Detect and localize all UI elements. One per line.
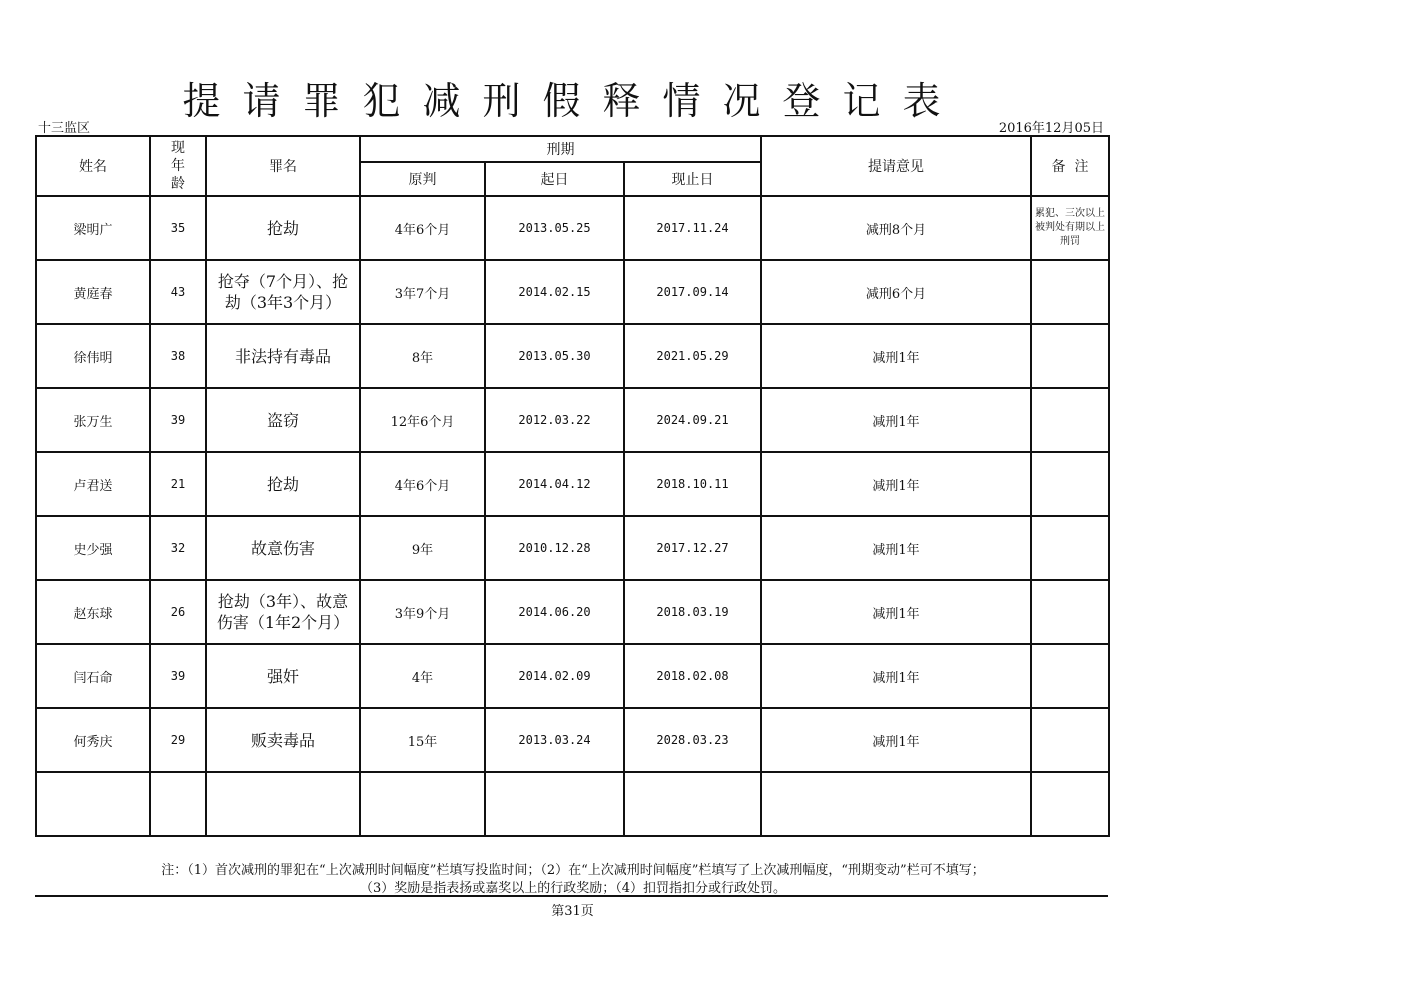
cell-name: 张万生	[36, 388, 150, 452]
footnote-line-2: （3）奖励是指表扬或嘉奖以上的行政奖励；（4）扣罚指扣分或行政处罚。	[359, 881, 787, 896]
table-row	[36, 196, 1109, 260]
table-body	[36, 196, 1109, 836]
cell-original: 4年6个月	[360, 196, 485, 260]
cell-remark	[1031, 708, 1109, 772]
cell-start: 2014.06.20	[485, 580, 624, 644]
cell-opinion: 减刑1年	[761, 324, 1031, 388]
cell-name: 梁明广	[36, 196, 150, 260]
cell-age: 26	[150, 580, 206, 644]
header-crime: 罪名	[206, 136, 360, 196]
table-row	[36, 324, 1109, 388]
table-row	[36, 260, 1109, 324]
cell-remark	[1031, 388, 1109, 452]
cell-end: 2021.05.29	[624, 324, 761, 388]
cell-end: 2018.10.11	[624, 452, 761, 516]
cell-remark	[1031, 260, 1109, 324]
cell-crime	[206, 772, 360, 836]
cell-original	[360, 772, 485, 836]
cell-age: 35	[150, 196, 206, 260]
cell-original: 4年	[360, 644, 485, 708]
cell-opinion: 减刑1年	[761, 708, 1031, 772]
header-name: 姓名	[36, 136, 150, 196]
cell-crime: 盗窃	[206, 388, 360, 452]
cell-end: 2028.03.23	[624, 708, 761, 772]
cell-age: 29	[150, 708, 206, 772]
cell-start: 2013.05.30	[485, 324, 624, 388]
document-title: 提请罪犯减刑假释情况登记表	[182, 79, 963, 123]
cell-start	[485, 772, 624, 836]
table-row	[36, 580, 1109, 644]
cell-start: 2010.12.28	[485, 516, 624, 580]
cell-opinion: 减刑6个月	[761, 260, 1031, 324]
registration-table	[35, 135, 1110, 837]
cell-opinion: 减刑8个月	[761, 196, 1031, 260]
cell-name: 赵东球	[36, 580, 150, 644]
cell-opinion: 减刑1年	[761, 580, 1031, 644]
prison-unit: 十三监区	[38, 121, 91, 136]
cell-original: 4年6个月	[360, 452, 485, 516]
cell-opinion: 减刑1年	[761, 388, 1031, 452]
cell-remark	[1031, 452, 1109, 516]
cell-start: 2014.02.15	[485, 260, 624, 324]
cell-name: 卢君送	[36, 452, 150, 516]
cell-original: 12年6个月	[360, 388, 485, 452]
cell-opinion: 减刑1年	[761, 516, 1031, 580]
cell-remark	[1031, 580, 1109, 644]
header-age-label: 现 年 龄	[171, 140, 185, 192]
header-start: 起日	[485, 162, 624, 196]
cell-start: 2014.04.12	[485, 452, 624, 516]
cell-opinion	[761, 772, 1031, 836]
cell-remark: 累犯、三次以上被判处有期以上刑罚	[1031, 196, 1109, 260]
header-term: 刑期	[360, 136, 761, 162]
cell-start: 2013.03.24	[485, 708, 624, 772]
cell-original: 3年9个月	[360, 580, 485, 644]
footnote	[38, 862, 1108, 898]
cell-name: 黄庭春	[36, 260, 150, 324]
cell-age: 32	[150, 516, 206, 580]
cell-original: 8年	[360, 324, 485, 388]
cell-original: 15年	[360, 708, 485, 772]
cell-end: 2017.12.27	[624, 516, 761, 580]
cell-age: 39	[150, 388, 206, 452]
cell-crime: 故意伤害	[206, 516, 360, 580]
table-row	[36, 516, 1109, 580]
footer-divider	[35, 895, 1108, 897]
cell-remark	[1031, 772, 1109, 836]
cell-name: 徐伟明	[36, 324, 150, 388]
cell-crime: 抢劫（3年）、故意伤害（1年2个月）	[206, 580, 360, 644]
cell-crime: 抢夺（7个月）、抢劫（3年3个月）	[206, 260, 360, 324]
cell-start: 2013.05.25	[485, 196, 624, 260]
table-row	[36, 708, 1109, 772]
cell-age: 39	[150, 644, 206, 708]
cell-age: 43	[150, 260, 206, 324]
table-row	[36, 772, 1109, 836]
cell-name: 闫石命	[36, 644, 150, 708]
cell-end: 2018.02.08	[624, 644, 761, 708]
cell-crime: 贩卖毒品	[206, 708, 360, 772]
cell-start: 2012.03.22	[485, 388, 624, 452]
cell-crime: 强奸	[206, 644, 360, 708]
cell-crime: 抢劫	[206, 452, 360, 516]
cell-crime: 抢劫	[206, 196, 360, 260]
cell-remark	[1031, 516, 1109, 580]
cell-opinion: 减刑1年	[761, 452, 1031, 516]
header-original: 原判	[360, 162, 485, 196]
header-age	[150, 136, 206, 196]
header-end: 现止日	[624, 162, 761, 196]
table-row	[36, 644, 1109, 708]
footnote-line-1: 注：（1）首次减刑的罪犯在“上次减刑时间幅度”栏填写投监时间；（2）在“上次减刑时间幅度”栏填写了上次减刑幅度，“刑期变动”栏可不填写；	[161, 863, 985, 878]
page-number: 第31页	[551, 904, 594, 919]
cell-end: 2024.09.21	[624, 388, 761, 452]
cell-crime: 非法持有毒品	[206, 324, 360, 388]
header-remark: 备 注	[1031, 136, 1109, 196]
cell-name: 史少强	[36, 516, 150, 580]
table-row	[36, 452, 1109, 516]
cell-remark	[1031, 644, 1109, 708]
cell-end: 2017.11.24	[624, 196, 761, 260]
cell-age: 38	[150, 324, 206, 388]
report-date: 2016年12月05日	[998, 121, 1104, 136]
cell-age: 21	[150, 452, 206, 516]
cell-name	[36, 772, 150, 836]
cell-end: 2018.03.19	[624, 580, 761, 644]
cell-age	[150, 772, 206, 836]
cell-start: 2014.02.09	[485, 644, 624, 708]
cell-end	[624, 772, 761, 836]
cell-end: 2017.09.14	[624, 260, 761, 324]
cell-opinion: 减刑1年	[761, 644, 1031, 708]
cell-original: 9年	[360, 516, 485, 580]
cell-name: 何秀庆	[36, 708, 150, 772]
header-opinion: 提请意见	[761, 136, 1031, 196]
cell-remark	[1031, 324, 1109, 388]
table-row	[36, 388, 1109, 452]
cell-original: 3年7个月	[360, 260, 485, 324]
